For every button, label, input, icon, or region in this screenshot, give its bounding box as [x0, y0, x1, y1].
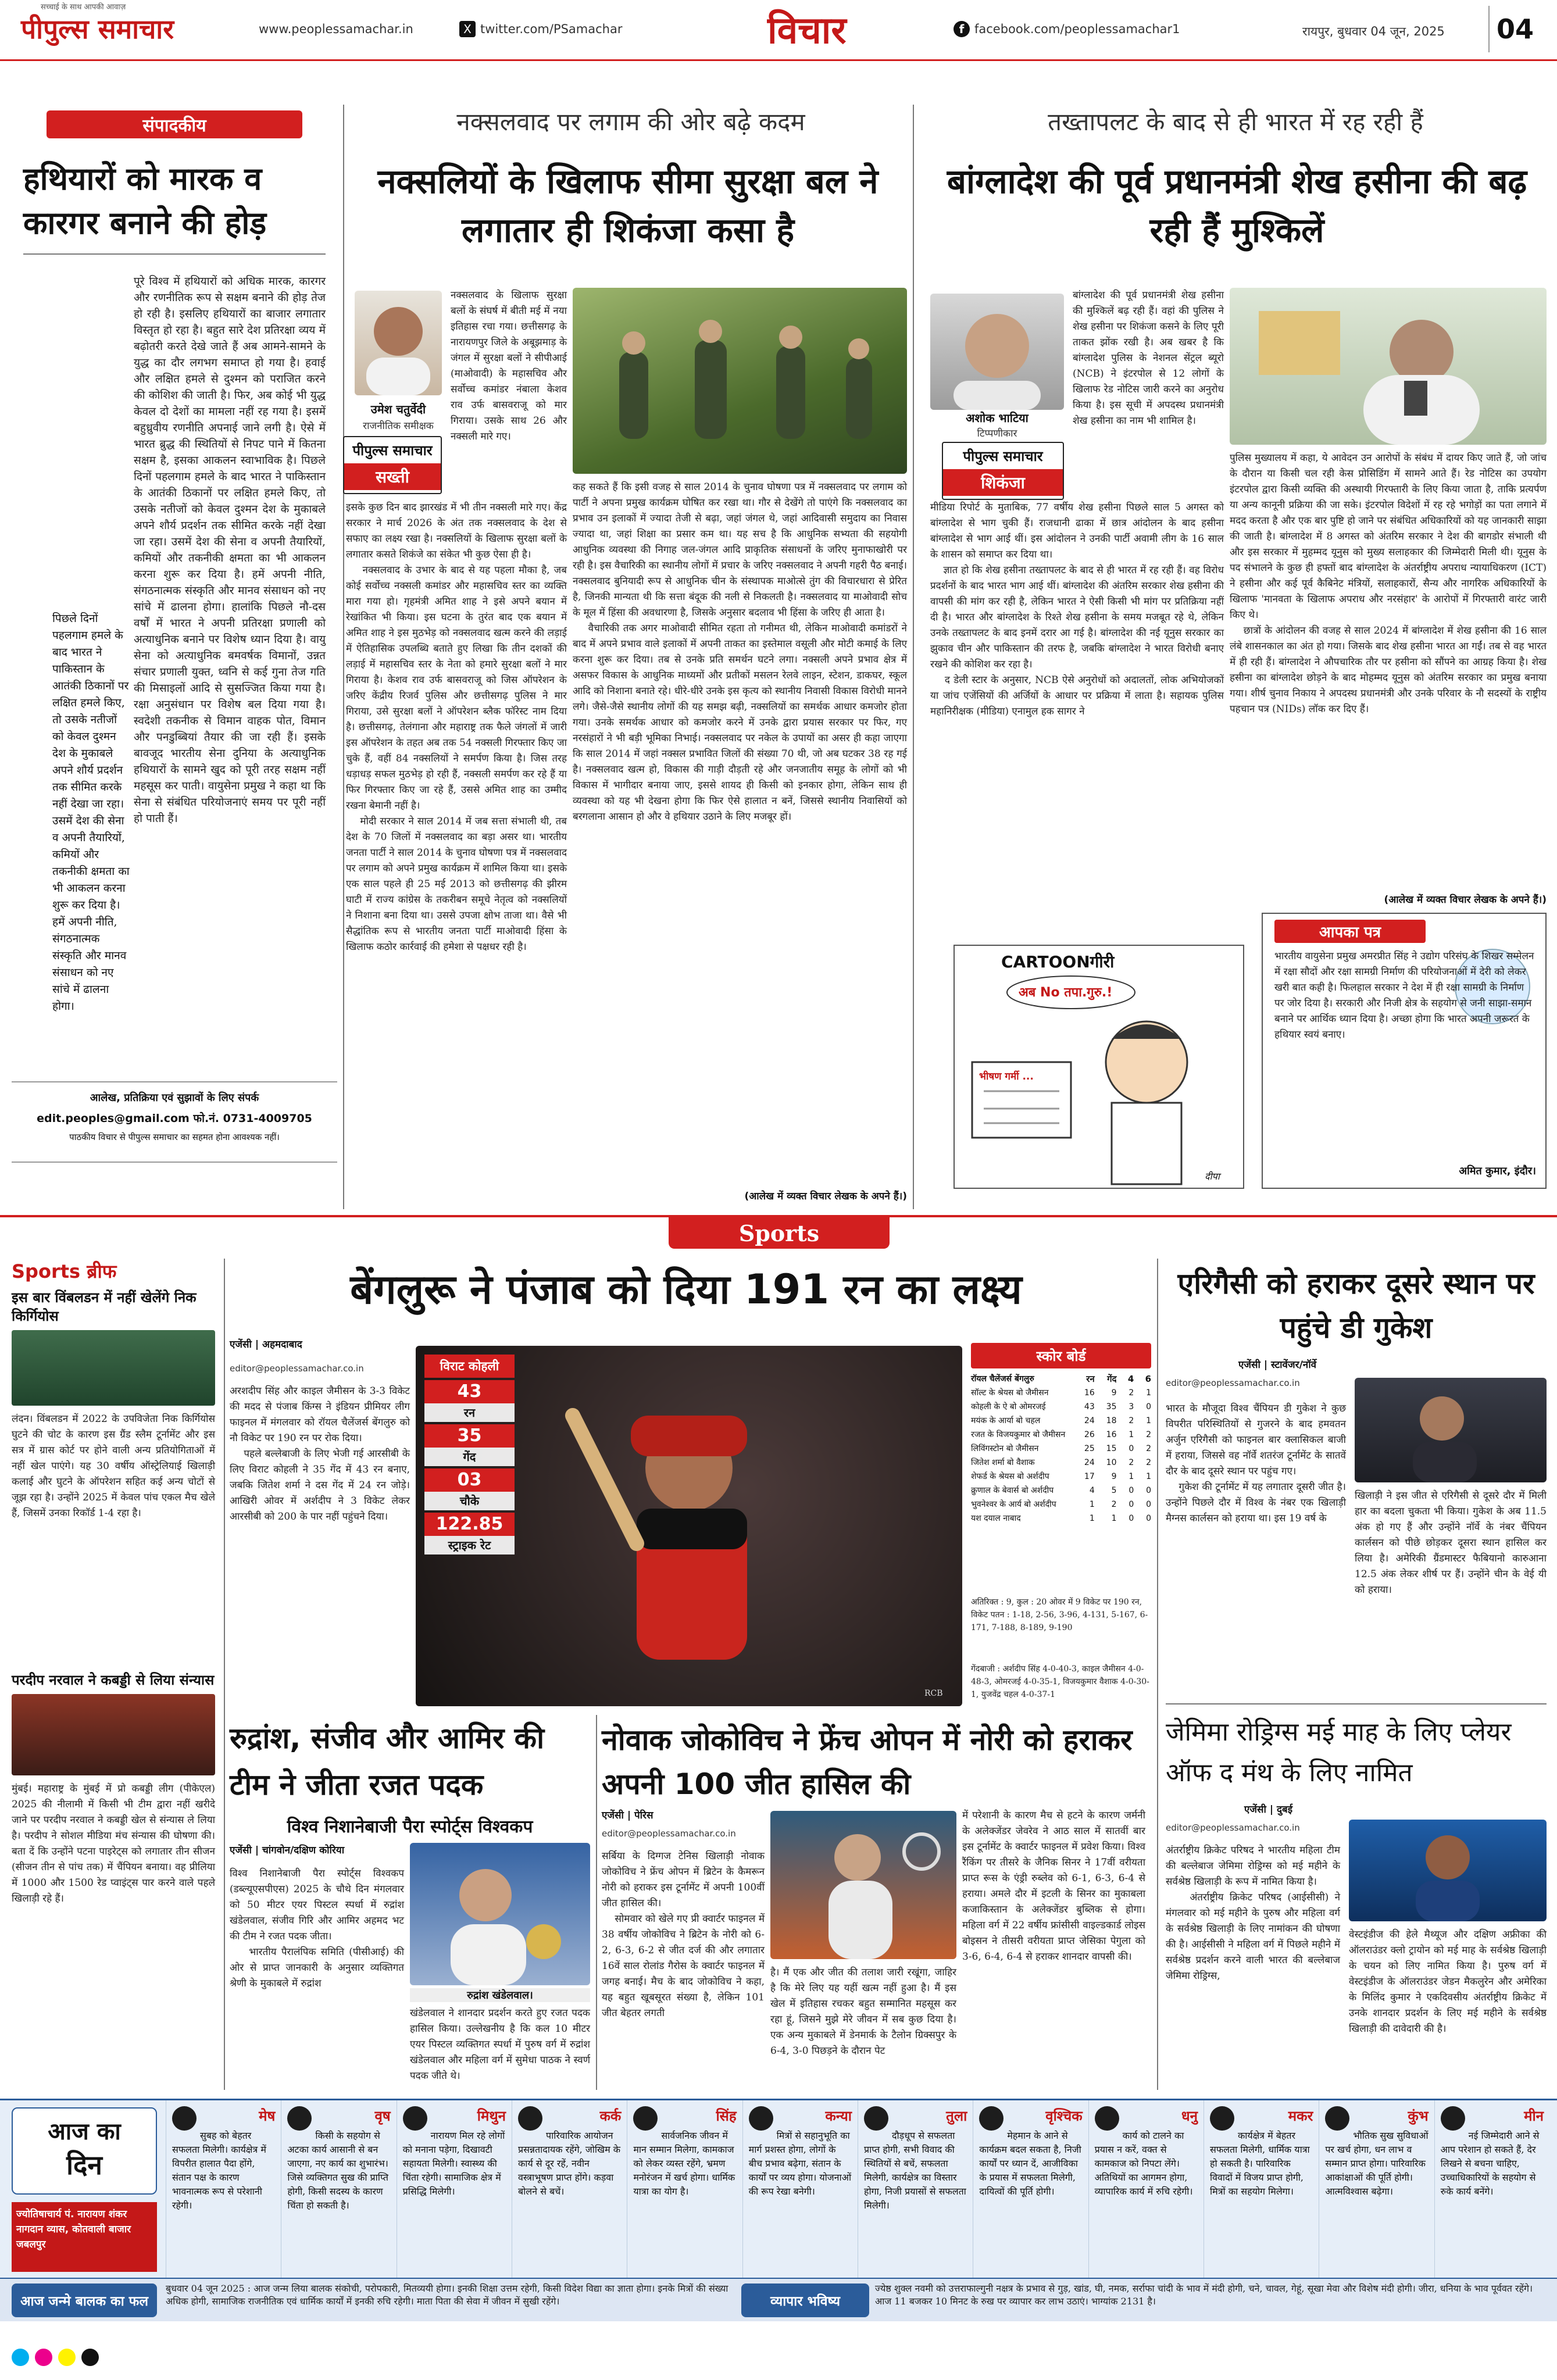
- zodiac-name: मीन: [1524, 2108, 1544, 2124]
- zodiac-text: कार्य को टालने का प्रयास न करें, वक्त से कामकाज को निपटा लेंगे। अतिथियों का आगमन होगा, व्यापारिक कार्य में रुचि रहेगी।: [1094, 2130, 1193, 2197]
- batter-name: भुवनेश्वर के आर्य बो अर्शदीप: [971, 1500, 1056, 1509]
- brief-item2-title[interactable]: परदीप नरवाल ने कबड्डी से लिया संन्यास: [12, 1672, 215, 1688]
- zodiac-text: दौड़धूप से सफलता प्राप्त होगी, सभी विवाद की स्थितियों से बचें, सफलता मिलेगी, कार्यक्षेत्र का विस्तार होगा, निजी प्रयासों से सफलता मिलेगी।: [864, 2130, 969, 2211]
- scoreboard-row: [971, 1498, 1151, 1511]
- batter-stat: 2: [1146, 1458, 1151, 1467]
- ipl-body: अरशदीप सिंह और काइल जैमीसन के 3-3 विकेट की मदद से पंजाब किंग्स ने इंडियन प्रीमियर लीग फाइनल में मंगलवार को रॉयल चैलेंजर्स बेंगलुरु को नौ विकेट पर 190 रन पर रोक दिया। पहले बल्लेबाजी के लिए भेजी गई आरसीबी के लिए विराट कोहली ने 35 गेंद में 43 रन बनाए, जबकि जितेश शर्मा ने दस गेंद में 24 रन जोड़े। आखिरी ओवर में अर्शदीप ने 3 विकेट लेकर आरसीबी को 200 के पार नहीं पहुंचने दिया।: [230, 1385, 410, 1523]
- zodiac-sign-5: [627, 2100, 742, 2281]
- brief-label: Sports ब्रीफ: [12, 1260, 117, 1282]
- dateline: रायपुर, बुधवार 04 जून, 2025: [1302, 24, 1445, 38]
- ipl-photo-caption: RCB: [924, 1689, 943, 1698]
- born-today-box: [0, 2278, 1557, 2321]
- gukesh-byline: एजेंसी | स्टावेंजर/नॉर्वे: [1238, 1359, 1317, 1371]
- batter-name: मयंक के आर्या बो चहल: [971, 1416, 1041, 1425]
- djokovic-email[interactable]: editor@peoplessamachar.co.in: [602, 1828, 736, 1839]
- article2-kicker: तख्तापलट के बाद से ही भारत में रह रही हैं: [1048, 108, 1423, 136]
- jemimah-col2: वेस्टइंडीज की हेले मैथ्यूज और दक्षिण अफ्रीका की ऑलराउंडर क्लो ट्रायोन को मई माह के सर्वश्रेष्ठ खिलाड़ी के चयन को लिए नामित किया है। पुरुष वर्ग में वेस्टइंडीज के ऑलराउंडर जेडन मैकलुरेन और अमेरिका के मिलिंद कुमार ने एकदिवसीय अंतर्राष्ट्रीय क्रिकेट में उनके शानदार प्रदर्शन के लिए मई महीने के सर्वश्रेष्ठ खिलाड़ी की दावेदारी की है।: [1349, 1929, 1550, 2035]
- gukesh-col2: खिलाड़ी ने इस जीत से एरिगैसी से दूसरे दौर में मिली हार का बदला चुकता भी किया। गुकेश के अब 11.5 अंक हो गए हैं और उन्होंने नॉर्वे के नंबर चैंपियन कार्लसन को पीछे छोड़कर दूसरा स्थान हासिल कर लिया है। अमेरिकी ग्रैंडमास्टर फैबियानो कारुआना 12.5 अंक लेकर शीर्ष पर हैं। उन्होंने चीन के वेई यी को हराया।: [1355, 1490, 1550, 1596]
- zodiac-text: किसी के सहयोग से अटका कार्य आसानी से बन जाएगा, नए कार्य का शुभारंभ। जिसे व्यक्तिगत सुख की प्राप्ति होगी, किसी सदस्य के कारण चिंता हो सकती है।: [287, 2130, 392, 2211]
- zodiac-text: सार्वजनिक जीवन में मान सम्मान मिलेगा, कामकाज को लेकर व्यस्त रहेंगे, भ्रमण मनोरंजन में खर्च होगा। धार्मिक यात्रा का योग है।: [633, 2130, 738, 2197]
- batter-stat: 0: [1129, 1486, 1134, 1495]
- batter-stat: 24: [1084, 1458, 1095, 1467]
- zodiac-name: कर्क: [599, 2108, 622, 2124]
- column-name: सख्ती: [344, 463, 441, 490]
- twitter-link[interactable]: twitter.com/PSamachar: [480, 22, 623, 36]
- batter-stat: 24: [1084, 1416, 1095, 1425]
- scoreboard-row: [971, 1386, 1151, 1400]
- batter-stat: 16: [1106, 1430, 1117, 1439]
- market-title: व्यापार भविष्य: [741, 2283, 869, 2317]
- editorial-pullquote: पिछले दिनों पहलगाम हमले के बाद भारत ने पाकिस्तान के आतंकी ठिकानों पर लक्षित हमले किए, तो उसके नतीजों को केवल दुश्मन देश के मुकाबले अपने शौर्य प्रदर्शन तक सीमित करके नहीं देखा जा रहा। उसमें देश की सेना व अपनी तैयारियों, कमियों और तकनीकी क्षमता का भी आकलन करना शुरू कर दिया है। हमें अपनी नीति, संगठनात्मक संस्कृति और मानव संसाधन को नए सांचे में ढालना होगा।: [52, 612, 130, 1013]
- zodiac-icon: [633, 2106, 658, 2131]
- batter-stat: 0: [1146, 1486, 1151, 1495]
- cartoon-paper-text: भीषण गर्मी ...: [979, 1071, 1034, 1082]
- astrologer: ज्योतिषाचार्य पं. नारायण शंकर नागदान व्यास, कोतवाली बाजार जबलपुर: [12, 2202, 157, 2272]
- scoreboard-row: [971, 1456, 1151, 1470]
- djokovic-photo: [770, 1811, 956, 1959]
- scoreboard-row: [971, 1442, 1151, 1456]
- ipl-agency: एजेंसी: [230, 1339, 252, 1350]
- masthead-website[interactable]: www.peoplessamachar.in: [259, 22, 413, 36]
- zodiac-icon: [403, 2106, 427, 2131]
- zodiac-sign-3: [397, 2100, 512, 2281]
- zodiac-icon: [979, 2106, 1004, 2131]
- cartoon-title: CARTOONगीरी: [1001, 952, 1115, 971]
- facebook-link[interactable]: facebook.com/peoplessamachar1: [974, 22, 1180, 36]
- header-sixes: 6: [1145, 1374, 1151, 1384]
- shooting-photo-caption: रुद्रांश खंडेलवाल।: [410, 1988, 590, 2002]
- jemimah-byline: एजेंसी | दुबई: [1244, 1804, 1293, 1816]
- batter-stat: 0: [1146, 1402, 1151, 1411]
- gukesh-photo: [1355, 1378, 1547, 1482]
- batter-stat: 2: [1146, 1444, 1151, 1453]
- horoscope-strip: [0, 2099, 1557, 2320]
- zodiac-sign-4: [512, 2100, 627, 2281]
- scoreboard: [971, 1343, 1151, 1587]
- jemimah-email[interactable]: editor@peoplessamachar.co.in: [1166, 1822, 1300, 1833]
- article1-kicker: नक्सलवाद पर लगाम की ओर बढ़े कदम: [456, 108, 805, 136]
- ipl-byline: एजेंसी | अहमदाबाद: [230, 1339, 302, 1350]
- batter-stat: 0: [1146, 1514, 1151, 1523]
- gukesh-place: स्टावेंजर/नॉर्वे: [1270, 1359, 1317, 1371]
- article1-col1: नक्सलवाद के खिलाफ सुरक्षा बलों के संघर्ष में बीती मई में नया इतिहास रचा गया। छत्तीसगढ़ के नारायणपुर जिले के अबूझमाड़ के जंगल में सुरक्षा बलों ने सीपीआई (माओवादी) के महासचिव और सर्वोच्च कमांडर नंबाला केशव राव उर्फ बासवराजू को मार गिराया। उसके साथ 26 और नक्सली मारे गए।: [451, 290, 570, 442]
- batter-stat: 26: [1084, 1430, 1095, 1439]
- zodiac-text: मित्रों से सहानुभूति का मार्ग प्रशस्त होगा, लोगों के बीच प्रभाव बढ़ेगा, संतान के कार्यों पर व्यय होगा। योजनाओं की रूप रेखा बनेगी।: [748, 2130, 855, 2197]
- djokovic-col1: सर्बिया के दिग्गज टेनिस खिलाड़ी नोवाक जोकोविच ने फ्रेंच ओपन में ब्रिटेन के कैमरून नोरी को हराकर इस टूर्नामेंट में अपनी 100वीं जीत हासिल की। सोमवार को खेले गए प्री क्वार्टर फाइनल में 38 वर्षीय जोकोविच ने ब्रिटेन के नोरी को 6-2, 6-3, 6-2 से जीत दर्ज की और लगातार 16वें साल रोलांड गैरोस के क्वार्टर फाइनल में जगह बनाई। मैच के बाद जोकोविच ने कहा, यह बहुत खूबसूरत संख्या है, लेकिन 101 जीत बेहतर लगती: [602, 1850, 765, 2019]
- zodiac-sign-12: [1434, 2100, 1549, 2281]
- cartoon-speech: अब No तपा.गुरु.!: [1019, 985, 1113, 1000]
- batter-stat: 1: [1146, 1388, 1151, 1398]
- batter-stat: 18: [1106, 1416, 1117, 1425]
- brief-item2-body: मुंबई। महाराष्ट्र के मुंबई में प्रो कबड्डी लीग (पीकेएल) 2025 की नीलामी में किसी भी टीम द्वारा नहीं खरीदे जाने पर परदीप नरवाल ने कबड्डी खेल से संन्यास ले लिया है। परदीप ने सोशल मीडिया मंच संन्यास की घोषणा की। बता दें कि उन्होंने पटना पाइरेट्स को लगातार तीन सीजन (सीजन तीन से पांच तक) में चैंपियन बनाया। वह प्रीलिया में 1000 और 1500 रेड प्वाइंट्स पार करने वाले पहले खिलाड़ी रहे हैं।: [12, 1783, 219, 1904]
- registration-bar: [0, 2325, 1557, 2380]
- zodiac-text: कार्यक्षेत्र में बेहतर सफलता मिलेगी, धार्मिक यात्रा हो सकती है। पारिवारिक विवादों में विजय प्राप्त होगी, मित्रों का सहयोग मिलेगा।: [1210, 2130, 1313, 2197]
- stat-label: गेंद: [424, 1448, 515, 1466]
- sports-banner: Sports: [669, 1217, 890, 1249]
- batter-stat: 0: [1129, 1514, 1134, 1523]
- zodiac-icon: [172, 2106, 197, 2131]
- article1-column-logo: [343, 436, 442, 494]
- djokovic-col3: में परेशानी के कारण मैच से हटने के कारण जर्मनी के अलेक्जेंडर जेवरेव ने आठ साल में सातवीं बार इस टूर्नामेंट के क्वार्टर फाइनल में प्रवेश किया। विश्व रैंकिंग पर तीसरे के जैनिक सिनर ने 17वीं वरीयता प्राप्त रूस के एंड्री रुब्लेव को 6-1, 6-3, 6-4 से हराया। अमले दौर में इटली के सिनर का मुकाबला कजाकिस्तान के अलेक्जेंडर बुब्लिक से होगा। महिला वर्ग में 22 वर्षीय फ्रांसीसी वाइल्डकार्ड लोइस बोइसन ने तीसरी वरीयता प्राप्त जेसिका पेगुला को 3-6, 6-4, 6-4 से हराकर शानदार वापसी की।: [962, 1810, 1149, 1963]
- zodiac-sign-11: [1319, 2100, 1434, 2281]
- batter-stat: 9: [1111, 1388, 1117, 1398]
- zodiac-text: भौतिक सुख सुविधाओं पर खर्च होगा, धन लाभ व सम्मान प्राप्त होगा। पारिवारिक आकांक्षाओं की पूर्ति होगी। आत्मविश्वास बढ़ेगा।: [1325, 2130, 1431, 2197]
- scoreboard-row: [971, 1414, 1151, 1428]
- article2-col2: पुलिस मुख्यालय में कहा, ये आवेदन उन आरोपों के संबंध में दायर किए जाते हैं, जो जांच के दौरान या किसी चल रही केस प्रोसिडिंग में सामने आते हैं। रेड नोटिस का उपयोग इंटरपोल द्वारा किसी व्यक्ति की अस्थायी गिरफ्तारी के लिए किया जाता है, ताकि प्रत्यर्पण या अन्य कानूनी प्रक्रिया की जा सके। इंटरपोल विदेशों में रह रहे भगोड़ों का पता लगाने में मदद करता है और एक बार पुष्टि हो जाने पर संबंधित अधिकारियों को यह जानकारी साझा की जाती है। बांग्लादेश में 8 अगस्त को अंतरिम सरकार ने देश की बागडोर संभाली थी और इस सरकार में मुहम्मद यूनुस को मुख्य सलाहकार की जिम्मेदारी मिली थी। यूनुस के पद संभालने के कुछ ही हफ्तों बाद बांग्लादेश के अंतर्राष्ट्रीय अपराध न्यायाधिकरण (ICT) ने हसीना और कई पूर्व कैबिनेट मंत्रियों, सलाहकारों, सैन्य और नागरिक अधिकारियों के खिलाफ 'मानवता के खिलाफ अपराध और नरसंहार' के आरोपों में गिरफ्तारी वारंट जारी किए थे। छात्रों के आंदोलन की वजह से साल 2024 में बांग्लादेश में शेख हसीना की 16 साल लंबे शासनकाल का अंत हो गया। जिसके बाद शेख हसीना भारत आ गईं। तब से वह भारत में ही रही हैं। बांग्लादेश ने औपचारिक तौर पर हसीना को सौंपने का आग्रह किया है। शेख हसीना का बांग्लादेश छोड़ने के बाद मोहम्मद यूनुस को अंतरिम सरकार का प्रमुख बनाया गया। शीर्ष चुनाव निकाय ने अपदस्थ प्रधानमंत्री और उनके परिवार के नौ सदस्यों के राष्ट्रीय पहचान पत्र (NIDs) लॉक कर दिए हैं।: [1230, 452, 1547, 715]
- editorial-column: [12, 105, 337, 1209]
- batter-stat: 1: [1146, 1472, 1151, 1481]
- zodiac-text: मेहमान के आने से कार्यक्रम बदल सकता है, निजी कार्यों पर ध्यान दें, आजीविका के प्रयास में सफलता मिलेगी, दायित्वों की पूर्ति होगी।: [979, 2130, 1084, 2197]
- scoreboard-row: [971, 1484, 1151, 1498]
- batter-stat: 0: [1129, 1500, 1134, 1509]
- zodiac-name: मेष: [259, 2108, 276, 2124]
- stat-label: चौके: [424, 1492, 515, 1510]
- batter-stat: 2: [1111, 1500, 1117, 1509]
- contact-note: पाठकीय विचार से पीपुल्स समाचार का सहमत होना आवश्यक नहीं।: [69, 1132, 280, 1142]
- batter-stat: 35: [1106, 1402, 1117, 1411]
- batter-stat: 10: [1106, 1458, 1117, 1467]
- article2-author: अशोक भाटिया: [966, 411, 1029, 425]
- djokovic-col2: है। मैं एक और जीत की तलाश जारी रखूंगा, जाहिर है कि मेरे लिए यह यहीं खत्म नहीं हुआ है। मैं इस खेल में इतिहास रचकर बहुत सम्मानित महसूस कर रहा हूं, जिसने मुझे मेरे जीवन में सब कुछ दिया है। एक अन्य मुकाबले में डेनमार्क के टैलोन ग्रिक्सपुर के 6-4, 3-0 पिछड़ने के दौरान पेट: [770, 1967, 960, 2057]
- batter-stat: 3: [1129, 1402, 1134, 1411]
- editorial-title: हथियारों को मारक व कारगर बनाने की होड़: [23, 160, 267, 241]
- batter-stat: 4: [1089, 1486, 1095, 1495]
- batter-stat: 1: [1129, 1472, 1134, 1481]
- brief-item1-title[interactable]: इस बार विंबलडन में नहीं खेलेंगे निक किर्गियोस: [12, 1289, 197, 1324]
- ipl-email[interactable]: editor@peoplessamachar.co.in: [230, 1363, 364, 1374]
- cartoon-box: [954, 945, 1244, 1189]
- zodiac-text: पारिवारिक आयोजन प्रसन्नतादायक रहेंगे, जोखिम के कार्य से दूर रहें, नवीन वस्त्राभूषण प्राप्त होंगे। कड़वा बोलने से बचें।: [518, 2130, 624, 2197]
- article1-disclaimer: (आलेख में व्यक्त विचार लेखक के अपने हैं।): [744, 1191, 907, 1202]
- batter-stat: 9: [1111, 1472, 1117, 1481]
- zodiac-sign-9: [1088, 2100, 1204, 2281]
- column-logo-text: पीपुल्स समाचार: [963, 448, 1043, 464]
- batter-stat: 0: [1129, 1444, 1134, 1453]
- section-title: विचार: [767, 9, 847, 52]
- batter-stat: 2: [1129, 1416, 1134, 1425]
- letter-box: [1262, 913, 1547, 1189]
- batter-name: रजत के विजयकुमार बो जैमीसन: [971, 1430, 1066, 1439]
- batter-stat: 1: [1089, 1514, 1095, 1523]
- gukesh-agency: एजेंसी: [1238, 1359, 1260, 1371]
- article1-photo: [573, 288, 907, 474]
- scoreboard-bowling: गेंदबाजी : अर्शदीप सिंह 4-0-40-3, काइल जैमीसन 4-0-48-3, ओमरजई 4-0-35-1, विजयकुमार वैशाक 4-0-30-1, युजवेंद्र चहल 4-0-37-1: [971, 1664, 1149, 1699]
- zodiac-icon: [1325, 2106, 1349, 2131]
- zodiac-icon: [518, 2106, 542, 2131]
- batter-stat: 15: [1106, 1444, 1117, 1453]
- header-fours: 4: [1127, 1374, 1134, 1384]
- letter-body: भारतीय वायुसेना प्रमुख अमरप्रीत सिंह ने उद्योग परिसंघ के शिखर सम्मेलन में रक्षा सौदों और रक्षा सामग्री निर्माण की परियोजनाओं में देरी को लेकर खरी बात कही है। फिलहाल सरकार ने देश में ही रक्षा सामग्री के निर्माण पर जोर दिया है। सरकारी और निजी क्षेत्र के सहयोग से जनी साझा-समान बनाने पर आर्थिक ध्यान दिया है। अच्छा होगा कि भारत अपनी जरूरत के हथियार स्वयं बनाए।: [1274, 950, 1537, 1041]
- ipl-place: अहमदाबाद: [262, 1339, 302, 1350]
- zodiac-name: धनु: [1181, 2108, 1198, 2124]
- editorial-label: संपादकीय: [47, 110, 302, 138]
- zodiac-sign-7: [858, 2100, 973, 2281]
- zodiac-name: कन्या: [825, 2108, 852, 2124]
- zodiac-name: कुंभ: [1408, 2108, 1429, 2124]
- batter-stat: 2: [1129, 1458, 1134, 1467]
- zodiac-name: वृश्चिक: [1045, 2108, 1083, 2124]
- facebook-icon: f: [954, 21, 970, 37]
- born-text: बुधवार 04 जून 2025 : आज जन्म लिया बालक संकोची, परोपकारी, मितव्ययी होगा। इनकी शिक्षा उत्तम रहेगी, किसी विदेश विद्या का ज्ञाता होगा। इनके मित्रों की संख्या अधिक होगी, सामाजिक राजनीतिक एवं धार्मिक कार्यों में इनकी रुचि रहेगी। माता पिता की सेवा में जीवन में सुखी रहेंगे।: [166, 2283, 731, 2307]
- stat-value: 03: [424, 1468, 515, 1492]
- article2-column-logo: [942, 442, 1064, 500]
- shooting-agency: एजेंसी: [230, 1845, 252, 1856]
- batter-name: यश दयाल नाबाद: [971, 1514, 1021, 1523]
- ipl-stat-panel: [424, 1355, 515, 1554]
- cartoon-artist: दीपा: [1205, 1171, 1220, 1182]
- scoreboard-header: [971, 1372, 1151, 1386]
- djokovic-headline[interactable]: नोवाक जोकोविच ने फ्रेंच ओपन में नोरी को हराकर अपनी 100 जीत हासिल की: [602, 1723, 1133, 1801]
- stat-value: 122.85: [424, 1513, 515, 1536]
- zodiac-text: सुबह को बेहतर सफलता मिलेगी। कार्यक्षेत्र में विपरीत हालात पैदा होंगे, संतान पक्ष के कारण भावनात्मक रूप से परेशानी रहेगी।: [172, 2130, 269, 2211]
- author-photo-umesh: [355, 291, 442, 395]
- zodiac-sign-1: [166, 2100, 281, 2281]
- shooting-place: चांगवोन/दक्षिण कोरिया: [262, 1845, 345, 1856]
- shooting-photo: [410, 1843, 590, 1985]
- zodiac-sign-10: [1204, 2100, 1319, 2281]
- stat-value: 35: [424, 1424, 515, 1448]
- horoscope-title-box: [12, 2107, 157, 2195]
- batter-stat: 1: [1129, 1430, 1134, 1439]
- letter-title: आपका पत्र: [1274, 920, 1426, 943]
- zodiac-sign-6: [742, 2100, 858, 2281]
- article1-col3: कह सकते हैं कि इसी वजह से साल 2014 के चुनाव घोषणा पत्र में नक्सलवाद पर लगाम को पार्टी ने अपना प्रमुख कार्यक्रम घोषित कर रखा था। गौर से देखेंगे तो पाएंगे कि नक्सलवाद का प्रभाव उन इलाकों में ज्यादा तेजी से बढ़ा, जहां जंगल थे, जहां आदिवासी समुदाय का निवास ज्यादा था, जहां शिक्षा का प्रसार कम था। यह सच है कि आधुनिक सभ्यता की सहयोगी आधुनिक व्यवस्था की निगाह जल-जंगल आदि प्राकृतिक संसाधनों के जरिए मुनाफाखोरी पर रही है। इस वैचारिकी का स्थानीय लोगों में प्रचार के जरिए नक्सलवाद ने अपनी गहरी पैठ बनाई। नक्सलवाद बुनियादी रूप से आधुनिक चीन के संस्थापक माओत्से तुंग की विचारधारा से प्रेरित है, जिनकी मान्यता थी कि सत्ता बंदूक की नली से निकलती है। नक्सलवाद या माओवादी सोच के मूल में हिंसा की अवधारणा है, जिसके अनुसार बदलाव भी हिंसा के जरिए ही आता है। वैचारिकी तक अगर माओवादी सीमित रहता तो गनीमत थी, लेकिन माओवादी कमांडरों ने बाद में अपने प्रभाव वाले इलाकों में अपनी ताकत का इस्तेमाल वसूली और मोटी कमाई के लिए करना शुरू कर दिया। तब से उनके प्रति समर्थन घटने लगा। नक्सली अपने प्रभाव क्षेत्र में असफर विकास के आधुनिक माध्यमों और प्रतीकों मसलन रेलवे लाइन, स्टेशन, डाकघर, स्कूल आदि को निशाना बनाते रहे। धीरे-धीरे उनके इस कृत्य को स्थानीय निवासी विकास विरोधी मानने लगे। जैसे-जैसे स्थानीय लोगों की यह समझ बढ़ी, नक्सलियों का समर्थक आधार कमजोर होता गया। उनके समर्थक आधार को कमजोर करने में उनके द्वारा प्रयास सरकार पर फिर, गए नरसंहारों ने भी बड़ी भूमिका निभाई। नक्सलवाद पर नकेल के उपायों का असर ही कहा जाएगा कि साल 2014 में जहां नक्सल प्रभावित जिलों की संख्या 70 थी, जो अब घटकर 38 रह गई है। नक्सलवाद खत्म हो, विकास की गाड़ी दौड़ती रहे और जनजातीय समूह के लोगों को भी विकास में भागीदार बनाया जाए, इससे शायद ही किसी को इनकार होगा, लेकिन साथ ही व्यवस्था को यह भी देखना होगा कि फिर ऐसे हालात न बनें, जिससे स्थानीय निवासियों को बरगलाना आसान हो और वे हथियार उठाने के लिए मजबूर हों।: [573, 481, 907, 823]
- scoreboard-extras: अतिरिक्त : 9, कुल : 20 ओवर में 9 विकेट पर 190 रन, विकेट पतन : 1-18, 2-56, 3-96, 4-131, 5-167, 6-171, 7-188, 8-189, 9-190: [971, 1598, 1148, 1632]
- brief-item1-body: लंदन। विंबलडन में 2022 के उपविजेता निक किर्गियोस घुटने की चोट के कारण इस ग्रैंड स्लैम टूर्नामेंट और इस सत्र में ग्रास कोर्ट पर होने वाली अन्य प्रतियोगिताओं में नहीं खेल पाएंगे। यह 30 वर्षीय ऑस्ट्रेलियाई खिलाड़ी कलाई और घुटने के ऑपरेशन सहित कई अन्य चोटों से जूझ रहा है। उन्होंने 2025 में केवल पांच एकल मैच खेले हैं, जिसमें उनका रिकॉर्ड 1-4 रहा है।: [12, 1413, 219, 1519]
- article2-disclaimer: (आलेख में व्यक्त विचार लेखक के अपने हैं।): [1384, 894, 1547, 906]
- article2-photo: [1230, 288, 1547, 445]
- zodiac-name: सिंह: [716, 2108, 737, 2124]
- djokovic-byline: एजेंसी | पेरिस: [602, 1810, 653, 1821]
- gukesh-headline[interactable]: एरिगैसी को हराकर दूसरे स्थान पर पहुंचे डी गुकेश: [1177, 1267, 1535, 1345]
- market-text: ज्येष्ठ शुक्ल नवमी को उत्तराफाल्गुनी नक्षत्र के प्रभाव से गुड़, खांड, घी, नमक, सर्राफा चांदी के भाव में मंदी होगी, चने, चावल, गेहूं, सूखा मेवा और विशेष मंदी होगी। जीरा, धनिया के भाव पूर्ववत रहेंगे। आज 11 बजकर 10 मिनट के रुख पर व्यापार कर लाभ उठाएं। भाग्यांक 2131 है।: [875, 2283, 1536, 2307]
- batter-stat: 25: [1084, 1444, 1095, 1453]
- header-balls: गेंद: [1107, 1374, 1117, 1384]
- batter-stat: 1: [1111, 1514, 1117, 1523]
- pardeep-photo: [12, 1694, 215, 1775]
- zodiac-icon: [287, 2106, 312, 2131]
- batter-name: जितेश शर्मा बो वैशाक: [971, 1458, 1035, 1467]
- batter-name: कोहली के ऐ बो ओमरजई: [971, 1402, 1046, 1411]
- twitter-icon: X: [459, 21, 476, 37]
- batter-stat: 0: [1146, 1500, 1151, 1509]
- djokovic-agency: एजेंसी: [602, 1810, 624, 1821]
- jemimah-headline[interactable]: जेमिमा रोड्रिग्स मई माह के लिए प्लेयर ऑफ द मंथ के लिए नामित: [1166, 1717, 1512, 1788]
- batter-stat: 1: [1146, 1416, 1151, 1425]
- article2-col1b: मीडिया रिपोर्ट के मुताबिक, 77 वर्षीय शेख हसीना पिछले साल 5 अगस्त को बांग्लादेश से भाग चुकी हैं। राजधानी ढाका में छात्र आंदोलन के बाद हसीना बांग्लादेश से भाग आई थीं। इस आंदोलन ने उनकी पार्टी अवामी लीग के 16 साल के शासन को समाप्त कर दिया था। ज्ञात हो कि शेख हसीना तख्तापलट के बाद से ही भारत में रह रही हैं। वह विरोध प्रदर्शनों के बाद भारत भाग आई थीं। बांग्लादेश की अंतरिम सरकार शेख हसीना की वापसी की मांग कर रही है, लेकिन भारत ने ऐसी किसी भी मांग पर प्रतिक्रिया नहीं दी है। भारत और बांग्लादेश के रिश्ते शेख हसीना के समय मजबूत रहे थे, लेकिन उनके तख्तापलट के बाद इनमें दरार आ गई है। बांग्लादेश की नई यूनुस सरकार का झुकाव चीन और पाकिस्तान की तरफ है, जबकि बांग्लादेश ने भारत विरोधी बनाए रखने की कोशिश कर रहा है। द डेली स्टार के अनुसार, NCB ऐसे अनुरोधों को अदालतों, लोक अभियोजकों या जांच एजेंसियों की अर्जियों के आधार पर प्रक्रिया में लाता है। सहायक पुलिस महानिरीक्षक (मीडिया) एनामुल हक सागर ने: [930, 502, 1224, 717]
- scoreboard-row: [971, 1428, 1151, 1442]
- shooting-subhead: विश्व निशानेबाजी पैरा स्पोर्ट्स विश्वकप: [287, 1817, 533, 1837]
- contact-title: आलेख, प्रतिक्रिया एवं सुझावों के लिए संपर्क: [90, 1092, 259, 1104]
- zodiac-name: मकर: [1288, 2108, 1313, 2124]
- zodiac-text: नई जिम्मेदारी आने से आप परेशान हो सकते हैं, देर लिखने से बचना चाहिए, उच्चाधिकारियों के सहयोग से रुके कार्य बनेंगे।: [1440, 2130, 1542, 2197]
- article1-author-role: राजनीतिक समीक्षक: [363, 420, 434, 432]
- zodiac-sign-2: [281, 2100, 396, 2281]
- article1-col2: इसके कुछ दिन बाद झारखंड में भी तीन नक्सली मारे गए। केंद्र सरकार ने मार्च 2026 के अंत तक नक्सलवाद के देश से सफाए का लक्ष्य रखा है। नक्सलियों के खिलाफ सुरक्षा बलों के लगातार कसते शिकंजे का संकेत भी कुछ ऐसा ही है। नक्सलवाद के उभार के बाद से यह पहला मौका है, जब कोई सर्वोच्च नक्सली कमांडर और महासचिव स्तर का व्यक्ति मारा गया हो। गृहमंत्री अमित शाह ने इसे अपने बयान में रेखांकित भी किया। इस घटना के तुरंत बाद एक बयान में अमित शाह ने इस मुठभेड़ को नक्सलवाद खत्म करने की लड़ाई में ऐतिहासिक उपलब्धि बताते हुए लिखा कि तीन दशकों की लड़ाई में महासचिव स्तर के नेता को हमारे सुरक्षा बलों ने मार गिराया है। केशव राव उर्फ बासवराजू को जिस ऑपरेशन के जरिए केंद्रीय रिजर्व पुलिस और छत्तीसगढ़ पुलिस ने मार गिराया, उसे सुरक्षा बलों ने ऑपरेशन ब्लैक फॉरेस्ट नाम दिया है। छत्तीसगढ़, तेलंगाना और महाराष्ट्र तक फैले जंगलों में जारी इस ऑपरेशन के तहत अब तक 54 नक्सली गिरफ्तार किए जा चुके हैं, वहीं 84 नक्सलियों ने समर्पण किया है। जिस तरह धड़ाधड़ सफल मुठभेड़ हो रही हैं, नक्सली समर्पण कर रहे हैं या फिर गिरफ्तार किए जा रहे हैं, उससे अमित शाह का उम्मीद रखना बेमानी नहीं है। मोदी सरकार ने साल 2014 में जब सत्ता संभाली थी, तब देश के 70 जिलों में नक्सलवाद का बड़ा असर था। भारतीय जनता पार्टी ने साल 2014 के चुनाव घोषणा पत्र में नक्सलवाद पर लगाम को अपने प्रमुख कार्यक्रम में शामिल किया था। इसके एक साल पहले ही 25 मई 2013 को छत्तीसगढ़ की झीरम घाटी में राज्य कांग्रेस के तकरीबन समूचे नेतृत्व को नक्सलियों ने निशाना बना दिया था। उससे उपजा क्षोभ ताजा था। वैसे भी सैद्धांतिक रूप से भारतीय जनता पार्टी माओवादी हिंसा के खिलाफ कठोर कार्रवाई की हमेशा से पक्षधर रही है।: [346, 502, 567, 953]
- born-title: आज जन्मे बालक का फल: [12, 2283, 157, 2317]
- batter-stat: 17: [1084, 1472, 1095, 1481]
- djokovic-place: पेरिस: [634, 1810, 653, 1821]
- zodiac-icon: [1441, 2106, 1465, 2131]
- contact-info[interactable]: edit.peoples@gmail.com फो.नं. 0731-4009705: [37, 1112, 312, 1125]
- jemimah-photo: [1349, 1820, 1547, 1921]
- stat-label: रन: [424, 1403, 515, 1422]
- shooting-col1: विश्व निशानेबाजी पैरा स्पोर्ट्स विश्वकप (डब्ल्यूएसपीएस) 2025 के चौथे दिन मंगलवार को 50 मीटर एयर पिस्टल स्पर्धा में रुद्रांश खंडेलवाल, संजीव गिरि और आमिर अहमद भट की टीम ने रजत पदक जीता। भारतीय पैरालंपिक समिति (पीसीआई) की ओर से प्राप्त जानकारी के अनुसार व्यक्तिगत श्रेणी के मुकाबले में रुद्रांश: [230, 1868, 404, 1989]
- column-name: शिकंजा: [943, 469, 1063, 496]
- jemimah-agency: एजेंसी: [1244, 1804, 1266, 1816]
- zodiac-name: तुला: [946, 2108, 967, 2124]
- stat-value: 43: [424, 1380, 515, 1403]
- ipl-headline[interactable]: बेंगलुरू ने पंजाब को दिया 191 रन का लक्ष्य: [350, 1266, 1022, 1313]
- batter-stat: 1: [1089, 1500, 1095, 1509]
- zodiac-icon: [864, 2106, 888, 2131]
- editorial-contact-box: [12, 1081, 337, 1163]
- scoreboard-title: स्कोर बोर्ड: [971, 1343, 1151, 1368]
- gukesh-col1: भारत के मौजूदा विश्व चैंपियन डी गुकेश ने कुछ विपरीत परिस्थितियों से गुजरने के बाद हमवतन अर्जुन एरिगैसी को फाइनल बार क्लासिकल बाजी में हराया, जिससे वह नॉर्वे शतरंज टूर्नामेंट के सातवें दौर के बाद दूसरे स्थान पर पहुंच गए। गुकेश की टूर्नामेंट में यह लगातार दूसरी जीत है। उन्होंने पिछले दौर में विश्व के नंबर एक खिलाड़ी मैग्नस कार्लसन को हराया था। इस 19 वर्ष के: [1166, 1403, 1347, 1524]
- zodiac-sign-8: [973, 2100, 1088, 2281]
- stat-player-name: विराट कोहली: [424, 1355, 515, 1378]
- sports-brief: [12, 1259, 219, 2090]
- batter-name: सॉल्ट के श्रेयस बो जैमीसन: [971, 1388, 1049, 1398]
- article1-headline[interactable]: नक्सलियों के खिलाफ सीमा सुरक्षा बल ने लगातार ही शिकंजा कसा है: [377, 162, 879, 250]
- zodiac-name: वृष: [374, 2108, 391, 2124]
- article2-headline[interactable]: बांग्लादेश की पूर्व प्रधानमंत्री शेख हसीना की बढ़ रही हैं मुश्किलें: [947, 162, 1527, 250]
- editorial-body: पूरे विश्व में हथियारों को अधिक मारक, कारगर और रणनीतिक रूप से सक्षम बनाने की होड़ तेज हो रही है। इसलिए हथियारों का बाजार लगातार विस्तृत हो रहा है। बहुत सारे देश प्रतिरक्षा व्यय में बढ़ोतरी करते देखे जाते हैं अब आमने-सामने के युद्ध का दौर लगभग समाप्त हो गया है। हवाई और लक्षित हमले से दुश्मन को पराजित करने की कोशिश की जाती है। फिर, अब कोई भी युद्ध केवल दो देशों का मामला नहीं रह गया है। इसमें बहुध्रुवीय रणनीति अपनाई जाने लगी है। ऐसे में भारत ब्रुद्ध की स्थितियों से निपट पाने में कितना सक्षम है, इसका आकलन स्वाभाविक है। पिछले दिनों पहलगाम हमले के बाद भारत ने पाकिस्तान के आतंकी ठिकानों पर लक्षित हमले किए, तो उसके नतीजों को केवल दुश्मन देश के मुकाबले अपने शौर्य प्रदर्शन तक सीमित करके नहीं देखा जा रहा। उसमें देश की सेना व अपनी तैयारियों, कमियों और तकनीकी क्षमता का भी आकलन करना शुरू कर दिया है। हमें अपनी नीति, संगठनात्मक संस्कृति और मानव संसाधन को नए सांचे में ढालना होगा। हालांकि पिछले नौ-दस वर्षों में भारत ने अपनी प्रतिरक्षा प्रणाली को अत्याधुनिक बनाने पर विशेष ध्यान दिया है। वायु सेना को अत्याधुनिक बमवर्षक विमानों, उन्नत संचार प्रणाली युक्त, ध्वनि से कई गुना तेज गति की मिसाइलों आदि से सुसज्जित किया गया है। रक्षा अनुसंधान पर विशेष बल दिया गया है। स्वदेशी तकनीक से विमान वाहक पोत, विमान और पनडुब्बियां तैयार की जा रही हैं। इसके बावजूद भारतीय सेना दुनिया के अत्याधुनिक हथियारों के सामने खुद को पूरी तरह सक्षम नहीं महसूस कर पाती। वायुसेना प्रमुख ने कहा था कि सेना से संबंधित परियोजनाएं समय पर पूरी नहीं हो पाती हैं।: [134, 275, 330, 825]
- horoscope-title1: आज का: [48, 2118, 121, 2145]
- gukesh-email[interactable]: editor@peoplessamachar.co.in: [1166, 1378, 1300, 1388]
- batter-name: लिविंगस्टोन बो जैमीसन: [971, 1444, 1039, 1453]
- scoreboard-row: [971, 1511, 1151, 1525]
- letter-sender: अमित कुमार, इंदौर।: [1459, 1165, 1536, 1177]
- batter-stat: 2: [1129, 1388, 1134, 1398]
- article1-author: उमेश चतुर्वेदी: [370, 402, 426, 416]
- article2-author-role: टिप्पणीकार: [977, 428, 1017, 439]
- jemimah-col1: अंतर्राष्ट्रीय क्रिकेट परिषद ने भारतीय महिला टीम की बल्लेबाज जेमिमा रोड्रिग्स को मई महीने के सर्वश्रेष्ठ खिलाड़ी के रूप में नामित किया है। अंतर्राष्ट्रीय क्रिकेट परिषद (आईसीसी) ने मंगलवार को मई महीने के पुरुष और महिला वर्ग के सर्वश्रेष्ठ खिलाड़ी के लिए नामांकन की घोषणा की है। आईसीसी ने महिला वर्ग में पिछले महीने में सर्वश्रेष्ठ प्रदर्शन करने वाली भारत की बल्लेबाज जेमिमा रोड्रिग्स,: [1166, 1845, 1340, 1982]
- stat-label: स्ट्राइक रेट: [424, 1536, 515, 1554]
- zodiac-text: नारायण मिल रहे लोगों को मनाना पड़ेगा, दिखावटी सहायता मिलेगी। स्वास्थ्य की चिंता रहेगी। सामाजिक क्षेत्र में प्रसिद्धि मिलेगी।: [402, 2130, 508, 2197]
- kyrgios-photo: [12, 1330, 215, 1406]
- batter-name: क्रुणाल के बेवार्स बो अर्शदीप: [971, 1486, 1054, 1495]
- masthead-tagline: सच्चाई के साथ आपकी आवाज़: [41, 3, 126, 12]
- jemimah-place: दुबई: [1276, 1804, 1293, 1816]
- header-runs: रन: [1086, 1374, 1095, 1384]
- zodiac-icon: [1210, 2106, 1234, 2131]
- scoreboard-row: [971, 1400, 1151, 1414]
- masthead: [0, 0, 1557, 61]
- masthead-logo[interactable]: पीपुल्स समाचार: [21, 13, 174, 45]
- zodiac-name: मिथुन: [477, 2108, 506, 2124]
- batter-stat: 2: [1146, 1430, 1151, 1439]
- shooting-col2: खंडेलवाल ने शानदार प्रदर्शन करते हुए रजत पदक हासिल किया। उल्लेखनीय है कि कल 10 मीटर एयर पिस्टल व्यक्तिगत स्पर्धा में पुरुष वर्ग में रुद्रांश खंडेलवाल और महिला वर्ग में सुमेधा पाठक ने स्वर्ण पदक जीते थे।: [410, 2007, 594, 2082]
- batter-name: शेफर्ड के श्रेयस बो अर्शदीप: [971, 1472, 1049, 1481]
- horoscope-title2: दिन: [66, 2149, 102, 2181]
- scoreboard-team: रॉयल चैलेंजर्स बेंगलुरु: [971, 1374, 1034, 1384]
- zodiac-row: [166, 2100, 1549, 2281]
- batter-stat: 16: [1084, 1388, 1095, 1398]
- zodiac-icon: [1095, 2106, 1119, 2131]
- author-photo-ashok: [930, 294, 1064, 410]
- column-logo-text: पीपुल्स समाचार: [352, 442, 433, 459]
- page-number: 04: [1488, 6, 1541, 52]
- zodiac-icon: [749, 2106, 773, 2131]
- batter-stat: 43: [1084, 1402, 1095, 1411]
- shooting-headline[interactable]: रुद्रांश, संजीव और आमिर की टीम ने जीता रजत पदक: [230, 1721, 545, 1802]
- shooting-byline: एजेंसी | चांगवोन/दक्षिण कोरिया: [230, 1845, 345, 1856]
- scoreboard-row: [971, 1470, 1151, 1484]
- batter-stat: 5: [1111, 1486, 1117, 1495]
- article2-col1a: बांग्लादेश की पूर्व प्रधानमंत्री शेख हसीना की मुश्किलें बढ़ रही हैं। वहां की पुलिस ने शेख हसीना पर शिकंजा कसने के लिए पूरी ताकत झोंक रखी है। अब खबर है कि बांग्लादेश पुलिस के नेशनल सेंट्रल ब्यूरो (NCB) ने इंटरपोल से 12 लोगों के खिलाफ रेड नोटिस जारी करने का अनुरोध किया है। इस सूची में अपदस्थ प्रधानमंत्री शेख हसीना का नाम भी शामिल है।: [1073, 290, 1227, 427]
